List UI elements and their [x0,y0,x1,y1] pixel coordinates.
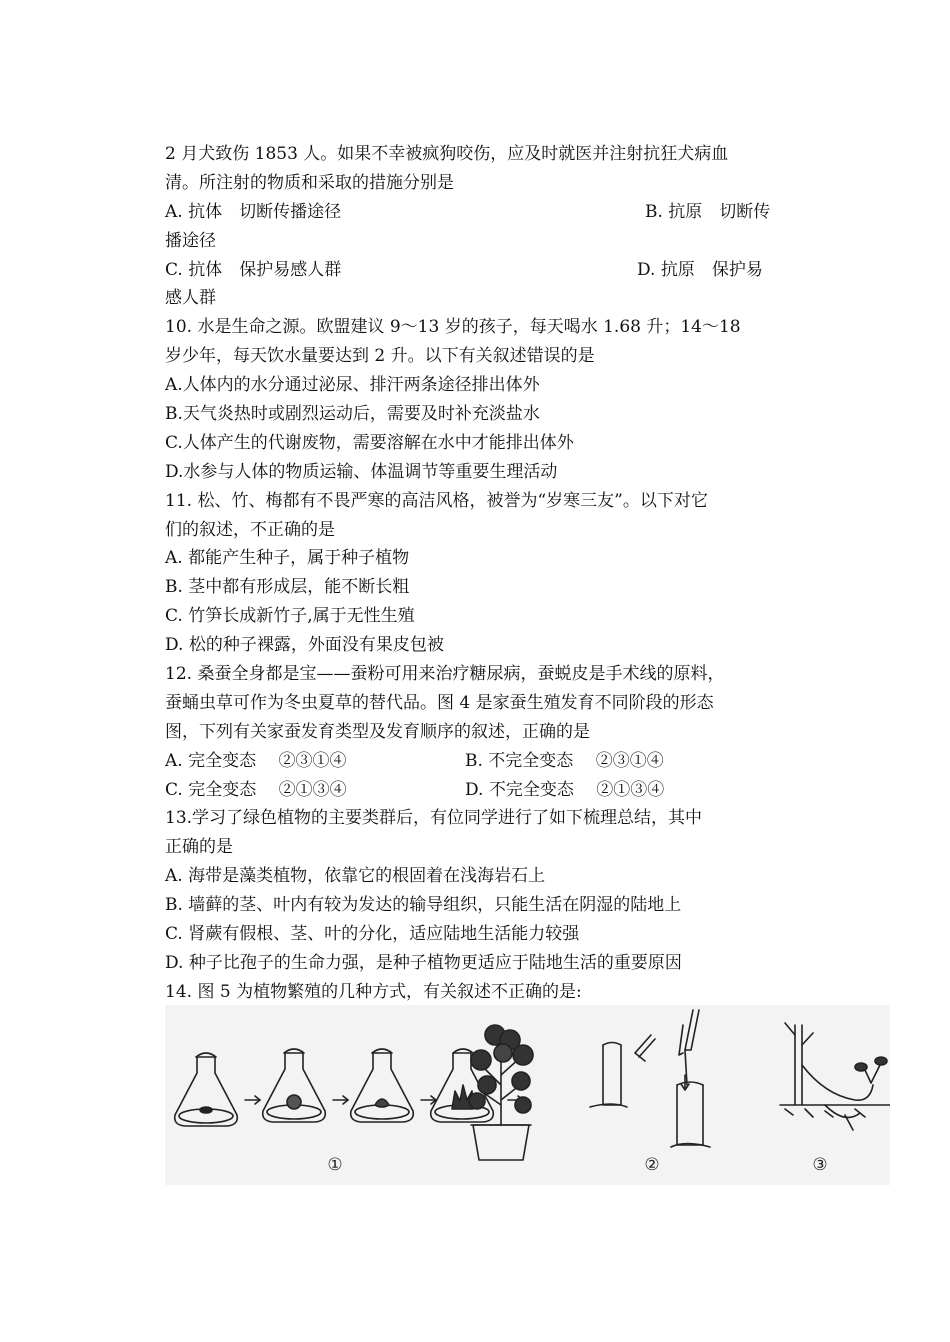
q12-options-cd [165,776,785,805]
q12-option-b: B. 不完全变态 ②③①④ [465,750,664,771]
q9-option-b: B. 抗原 切断传 [645,201,771,222]
q9-option-a: A. 抗体 切断传播途径 [165,201,342,222]
q10-option-a: A.人体内的水分通过泌尿、排汗两条途径排出体外 [165,375,540,396]
q10-option-d: D.水参与人体的物质运输、体温调节等重要生理活动 [165,461,558,482]
q12-stem-line1: 12. 桑蚕全身都是宝——蚕粉可用来治疗糖尿病，蚕蜕皮是手术线的原料， [165,664,725,685]
q9-options-ab [165,198,785,227]
q12-stem-line3: 图，下列有关家蚕发育类型及发育顺序的叙述，正确的是 [165,721,590,742]
q9-option-b-wrap: 播途径 [165,230,216,251]
q12-options-ab [165,747,785,776]
q12-option-c: C. 完全变态 ②①③④ [165,779,347,800]
figure-label-1: ① [327,1155,343,1175]
q10-stem-line1: 10. 水是生命之源。欧盟建议 9～13 岁的孩子，每天喝水 1.68 升；14～18 [165,317,741,338]
q13-option-c: C. 肾蕨有假根、茎、叶的分化，适应陆地生活能力较强 [165,924,580,945]
q13-option-d: D. 种子比孢子的生命力强，是种子植物更适应于陆地生活的重要原因 [165,952,682,973]
exam-page [165,140,785,1007]
figure-label-2: ② [644,1155,660,1175]
q13-option-b: B. 墙藓的茎、叶内有较为发达的输导组织，只能生活在阴湿的陆地上 [165,895,682,916]
q13-option-a: A. 海带是藻类植物，依靠它的根固着在浅海岩石上 [165,866,546,887]
q9-stem-line2: 清。所注射的物质和采取的措施分别是 [165,172,454,193]
q13-stem-line2: 正确的是 [165,837,233,858]
q12-stem-line2: 蚕蛹虫草可作为冬虫夏草的替代品。图 4 是家蚕生殖发育不同阶段的形态 [165,692,714,713]
q11-option-a: A. 都能产生种子，属于种子植物 [165,548,410,569]
q9-options-cd [165,256,785,285]
q9-option-c: C. 抗体 保护易感人群 [165,259,342,280]
q11-stem-line2: 们的叙述，不正确的是 [165,519,335,540]
q14-stem: 14. 图 5 为植物繁殖的几种方式，有关叙述不正确的是: [165,981,582,1002]
q13-stem-line1: 13.学习了绿色植物的主要类群后，有位同学进行了如下梳理总结，其中 [165,808,703,829]
q10-option-c: C.人体产生的代谢废物，需要溶解在水中才能排出体外 [165,432,574,453]
q10-option-b: B.天气炎热时或剧烈运动后，需要及时补充淡盐水 [165,404,540,425]
q12-option-d: D. 不完全变态 ②①③④ [465,779,665,800]
q9-option-d: D. 抗原 保护易 [637,259,763,280]
q11-stem-line1: 11. 松、竹、梅都有不畏严寒的高洁风格，被誉为“岁寒三友”。以下对它 [165,490,708,511]
q11-option-c: C. 竹笋长成新竹子,属于无性生殖 [165,606,415,627]
figure-5 [165,1005,890,1185]
figure-label-3: ③ [812,1155,828,1175]
q10-stem-line2: 岁少年，每天饮水量要达到 2 升。以下有关叙述错误的是 [165,346,595,367]
q9-stem-line1: 2 月犬致伤 1853 人。如果不幸被疯狗咬伤，应及时就医并注射抗狂犬病血 [165,144,729,164]
q11-option-d: D. 松的种子裸露，外面没有果皮包被 [165,635,444,656]
q12-option-a: A. 完全变态 ②③①④ [165,750,347,771]
q11-option-b: B. 茎中都有形成层，能不断长粗 [165,577,410,598]
q9-option-d-wrap: 感人群 [165,288,216,309]
